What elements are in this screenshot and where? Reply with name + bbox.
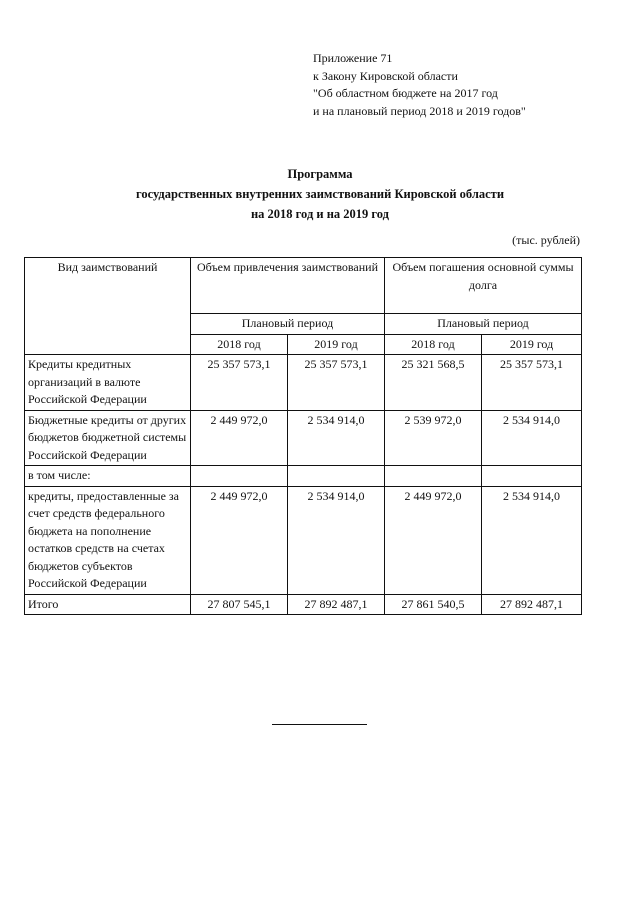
annex-line: "Об областном бюджете на 2017 год <box>313 86 498 100</box>
row-label: кредиты, предоставленные за счет средств федерального бюджета на пополнение остатков средств на счетах бюджетов субъектов Российской Федерации <box>25 486 191 594</box>
table-cell: 2 534 914,0 <box>482 410 582 466</box>
year-header: 2019 год <box>288 334 385 355</box>
table-cell: 2 534 914,0 <box>288 486 385 594</box>
table-cell <box>385 466 482 487</box>
title-line: Программа <box>287 167 353 181</box>
title-line: на 2018 год и на 2019 год <box>250 207 389 221</box>
annex-line: к Закону Кировской области <box>313 68 458 83</box>
table-cell: 2 449 972,0 <box>191 410 288 466</box>
table-cell <box>482 466 582 487</box>
row-label: в том числе: <box>25 466 191 487</box>
table-row-total <box>25 594 582 615</box>
units-note: (тыс. рублей) <box>512 233 580 247</box>
title-line: государственных внутренних заимствований Кировской области <box>135 187 505 201</box>
column-header-borrowing-type: Вид заимствований <box>25 258 191 355</box>
table-row <box>25 466 582 487</box>
column-header-attraction: Объем привлечения заимствований <box>191 258 385 314</box>
row-label: Кредиты кредитных организаций в валюте Российской Федерации <box>25 355 191 411</box>
table-cell: 27 807 545,1 <box>191 594 288 615</box>
table-cell: 2 534 914,0 <box>482 486 582 594</box>
table-cell: 2 449 972,0 <box>385 486 482 594</box>
table-cell: 25 321 568,5 <box>385 355 482 411</box>
table-cell: 2 449 972,0 <box>191 486 288 594</box>
table-cell <box>288 466 385 487</box>
borrowing-program-table <box>24 257 582 615</box>
annex-line: и на плановый период 2018 и 2019 годов" <box>313 103 526 118</box>
document-title <box>0 164 640 224</box>
end-divider <box>272 724 367 725</box>
annex-header <box>313 50 526 120</box>
table-cell: 2 539 972,0 <box>385 410 482 466</box>
planned-period-header: Плановый период <box>191 314 385 335</box>
table-cell <box>191 466 288 487</box>
planned-period-header: Плановый период <box>385 314 582 335</box>
table-row <box>25 486 582 594</box>
row-label: Бюджетные кредиты от других бюджетов бюджетной системы Российской Федерации <box>25 410 191 466</box>
column-header-repayment: Объем погашения основной суммы долга <box>385 258 582 314</box>
table-row <box>25 355 582 411</box>
table-cell: 25 357 573,1 <box>482 355 582 411</box>
table-cell: 27 861 540,5 <box>385 594 482 615</box>
year-header: 2019 год <box>482 334 582 355</box>
year-header: 2018 год <box>385 334 482 355</box>
table-cell: 25 357 573,1 <box>191 355 288 411</box>
table-cell: 25 357 573,1 <box>288 355 385 411</box>
table-cell: 27 892 487,1 <box>482 594 582 615</box>
table-row <box>25 410 582 466</box>
row-label: Итого <box>25 594 191 615</box>
table-cell: 2 534 914,0 <box>288 410 385 466</box>
table-cell: 27 892 487,1 <box>288 594 385 615</box>
annex-line: Приложение 71 <box>313 51 393 65</box>
year-header: 2018 год <box>191 334 288 355</box>
